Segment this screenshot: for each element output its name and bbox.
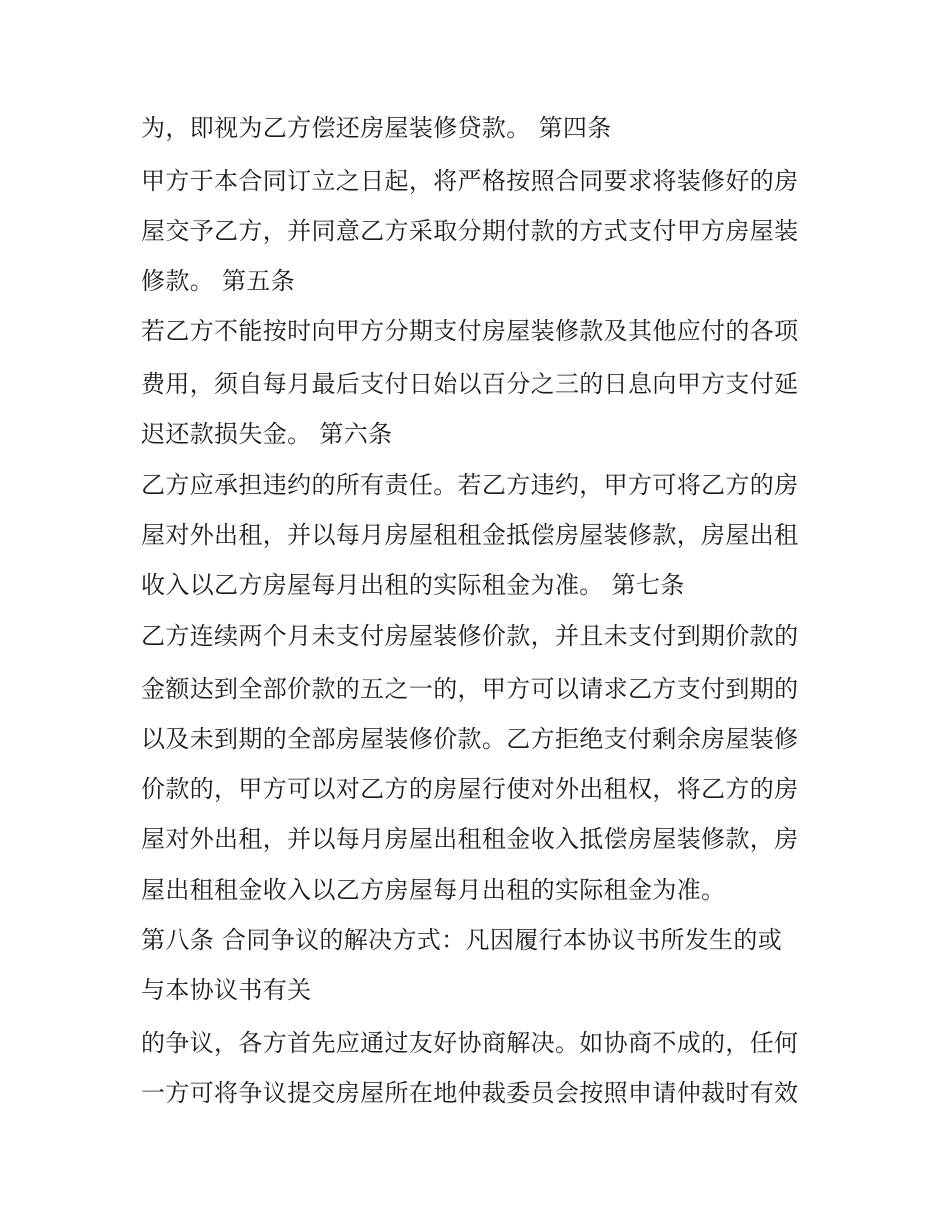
text-line: 为，即视为乙方偿还房屋装修贷款。 第四条 bbox=[141, 114, 612, 142]
text-line: 迟还款损失金。 第六条 bbox=[141, 420, 393, 448]
text-line: 收入以乙方房屋每月出租的实际租金为准。 第七条 bbox=[141, 571, 685, 599]
text-line: 修款。 第五条 bbox=[141, 267, 296, 295]
text-line: 第八条 合同争议的解决方式：凡因履行本协议书所发生的或 bbox=[141, 926, 783, 954]
text-line: 乙方连续两个月未支付房屋装修价款，并且未支付到期价款的 bbox=[141, 622, 799, 650]
text-line: 费用，须自每月最后支付日始以百分之三的日息向甲方支付延 bbox=[141, 370, 799, 398]
text-line: 屋对外出租，并以每月房屋出租租金收入抵偿房屋装修款，房 bbox=[141, 825, 799, 853]
text-line: 甲方于本合同订立之日起，将严格按照合同要求将装修好的房 bbox=[141, 167, 799, 195]
text-line: 屋交予乙方，并同意乙方采取分期付款的方式支付甲方房屋装 bbox=[141, 217, 799, 245]
text-line: 一方可将争议提交房屋所在地仲裁委员会按照申请仲裁时有效 bbox=[141, 1079, 799, 1107]
text-line: 的争议，各方首先应通过友好协商解决。如协商不成的，任何 bbox=[141, 1029, 799, 1057]
text-line: 与本协议书有关 bbox=[141, 976, 312, 1004]
text-line: 乙方应承担违约的所有责任。若乙方违约，甲方可将乙方的房 bbox=[141, 471, 799, 499]
text-line: 若乙方不能按时向甲方分期支付房屋装修款及其他应付的各项 bbox=[141, 317, 799, 345]
text-line: 屋对外出租，并以每月房屋租租金抵偿房屋装修款，房屋出租 bbox=[141, 521, 799, 549]
text-line: 价款的，甲方可以对乙方的房屋行使对外出租权，将乙方的房 bbox=[141, 775, 799, 803]
text-line: 金额达到全部价款的五之一的，甲方可以请求乙方支付到期的 bbox=[141, 675, 799, 703]
text-line: 屋出租租金收入以乙方房屋每月出租的实际租金为准。 bbox=[141, 876, 726, 904]
text-line: 以及未到期的全部房屋装修价款。乙方拒绝支付剩余房屋装修 bbox=[141, 725, 799, 753]
